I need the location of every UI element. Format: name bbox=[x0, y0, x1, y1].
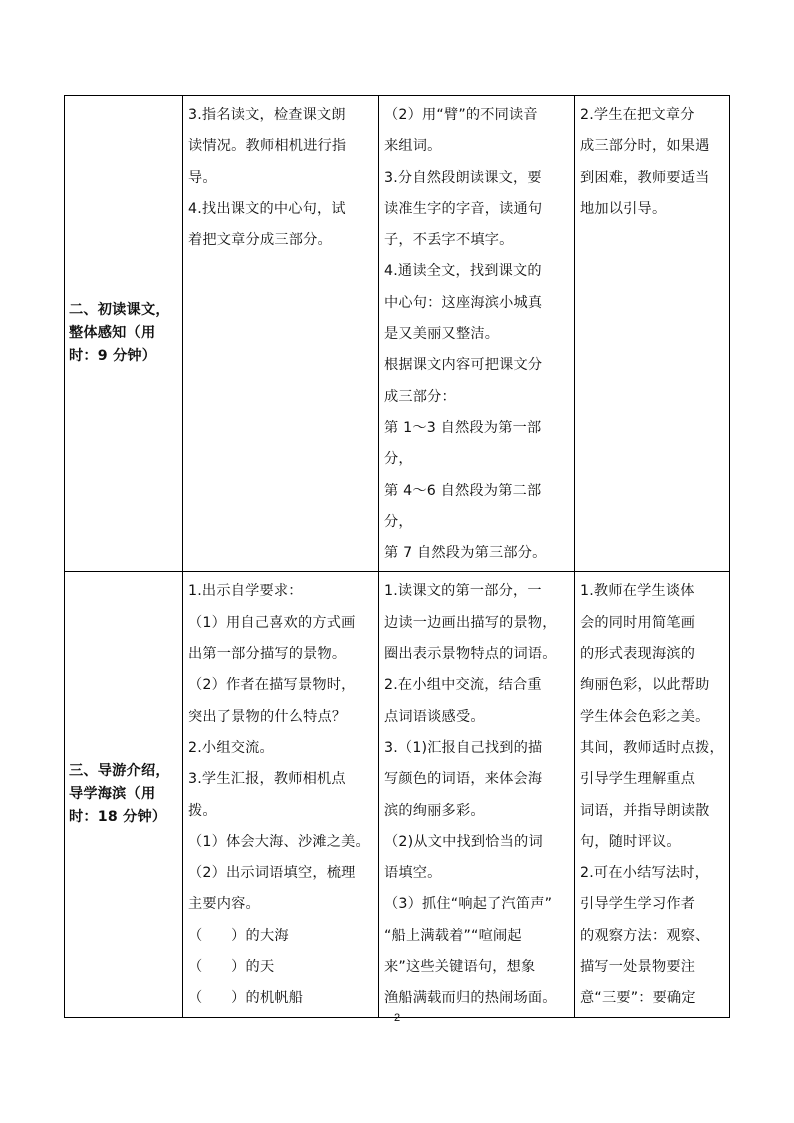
text-line: 三、导游介绍， bbox=[69, 763, 170, 780]
text-line: 绚丽色彩，以此帮助 bbox=[580, 677, 710, 694]
text-line: 时：9 分钟） bbox=[69, 348, 157, 365]
teacher-activity-cell bbox=[183, 572, 379, 1017]
text-line: 语填空。 bbox=[384, 865, 442, 882]
design-notes-cell bbox=[575, 96, 730, 572]
text-line: 边读一边画出描写的景物， bbox=[384, 614, 557, 631]
text-line: 拨。 bbox=[188, 802, 217, 819]
text-line: 1.读课文的第一部分，一 bbox=[384, 583, 542, 600]
text-line: 3.指名读文，检查课文朗 bbox=[188, 107, 346, 123]
text-line: 第 7 自然段为第三部分。 bbox=[384, 545, 547, 562]
text-line: 根据课文内容可把课文分 bbox=[384, 357, 543, 374]
text-line: 写颜色的词语，来体会海 bbox=[384, 771, 543, 788]
design-notes-cell bbox=[575, 572, 730, 1017]
text-line: 的形式表现海滨的 bbox=[580, 646, 696, 663]
text-line: 二、初读课文， bbox=[69, 302, 170, 319]
text-line: 2.可在小结写法时， bbox=[580, 865, 710, 882]
text-line: （ ）的天 bbox=[188, 959, 275, 976]
text-line: 4.找出课文的中心句，试 bbox=[188, 200, 346, 217]
text-line: 渔船满载而归的热闹场面。 bbox=[384, 990, 557, 1007]
text-line: 地加以引导。 bbox=[580, 200, 667, 217]
text-line: 第 4～6 自然段为第二部 bbox=[384, 482, 542, 499]
text-line: 1.教师在学生谈体 bbox=[580, 583, 695, 600]
text-line: 分， bbox=[384, 513, 413, 530]
text-line: 3.分自然段朗读课文，要 bbox=[384, 169, 542, 186]
text-line: （ ）的机帆船 bbox=[188, 990, 304, 1007]
text-line: 3.（1)汇报自己找到的描 bbox=[384, 739, 543, 756]
text-line: 分， bbox=[384, 451, 413, 468]
lesson-plan-table bbox=[64, 95, 730, 1018]
stage-cell bbox=[65, 96, 183, 572]
text-line: 的观察方法：观察、 bbox=[580, 927, 710, 944]
text-line: 主要内容。 bbox=[188, 896, 260, 913]
text-line: 到困难，教师要适当 bbox=[580, 169, 710, 186]
student-activity-cell bbox=[379, 96, 575, 572]
text-line: （3）抓住“响起了汽笛声” bbox=[384, 896, 553, 913]
text-line: 子，不丢字不填字。 bbox=[384, 232, 514, 249]
text-line: 引导学生理解重点 bbox=[580, 771, 696, 788]
table-row bbox=[65, 572, 730, 1017]
student-activity-cell bbox=[379, 572, 575, 1017]
text-line: 来”这些关键语句，想象 bbox=[384, 959, 536, 976]
text-line: 导。 bbox=[188, 169, 217, 186]
text-line: 第 1～3 自然段为第一部 bbox=[384, 419, 542, 436]
text-line: 学生体会色彩之美。 bbox=[580, 708, 710, 725]
text-line: （2）出示词语填空，梳理 bbox=[188, 865, 356, 882]
text-line: 2.学生在把文章分 bbox=[580, 107, 695, 123]
text-line: 圈出表示景物特点的词语。 bbox=[384, 646, 557, 663]
page-number: 2 bbox=[393, 1012, 401, 1024]
text-line: 着把文章分成三部分。 bbox=[188, 232, 332, 249]
text-line: （ ）的大海 bbox=[188, 927, 289, 944]
text-line: 读准生字的字音，读通句 bbox=[384, 200, 543, 217]
teacher-activity-cell bbox=[183, 96, 379, 572]
text-line: 滨的绚丽多彩。 bbox=[384, 802, 485, 819]
text-line: 意“三要”：要确定 bbox=[580, 990, 696, 1007]
text-line: 读情况。教师相机进行指 bbox=[188, 138, 347, 155]
text-line: 句，随时评议。 bbox=[580, 833, 681, 850]
text-line: 其间，教师适时点拨， bbox=[580, 739, 724, 756]
text-line: 引导学生学习作者 bbox=[580, 896, 696, 913]
text-line: “船上满载着”“喧闹起 bbox=[384, 927, 522, 944]
text-line: 4.通读全文，找到课文的 bbox=[384, 263, 542, 280]
text-line: 整体感知（用 bbox=[69, 325, 156, 342]
text-line: 是又美丽又整洁。 bbox=[384, 326, 500, 343]
text-line: 出第一部分描写的景物。 bbox=[188, 646, 347, 663]
text-line: 描写一处景物要注 bbox=[580, 959, 696, 976]
table-row bbox=[65, 96, 730, 572]
stage-cell bbox=[65, 572, 183, 1017]
text-line: 词语，并指导朗读散 bbox=[580, 802, 710, 819]
text-line: （2)从文中找到恰当的词 bbox=[384, 833, 543, 850]
text-line: 2.在小组中交流，结合重 bbox=[384, 677, 542, 694]
text-line: 3.学生汇报，教师相机点 bbox=[188, 771, 346, 788]
text-line: 中心句：这座海滨小城真 bbox=[384, 294, 543, 311]
text-line: 会的同时用简笔画 bbox=[580, 614, 696, 631]
text-line: 点词语谈感受。 bbox=[384, 708, 485, 725]
text-line: 时：18 分钟） bbox=[69, 809, 167, 826]
text-line: 成三部分时，如果遇 bbox=[580, 138, 710, 155]
text-line: （2）作者在描写景物时， bbox=[188, 677, 356, 694]
text-line: （1）体会大海、沙滩之美。 bbox=[188, 833, 370, 850]
text-line: 突出了景物的什么特点？ bbox=[188, 708, 347, 725]
text-line: 导学海滨（用 bbox=[69, 786, 156, 803]
text-line: 1.出示自学要求： bbox=[188, 583, 303, 600]
text-line: （2）用“臂”的不同读音 bbox=[384, 107, 538, 123]
text-line: 2.小组交流。 bbox=[188, 739, 274, 756]
text-line: 成三部分： bbox=[384, 388, 456, 405]
text-line: （1）用自己喜欢的方式画 bbox=[188, 614, 356, 631]
text-line: 来组词。 bbox=[384, 138, 442, 155]
